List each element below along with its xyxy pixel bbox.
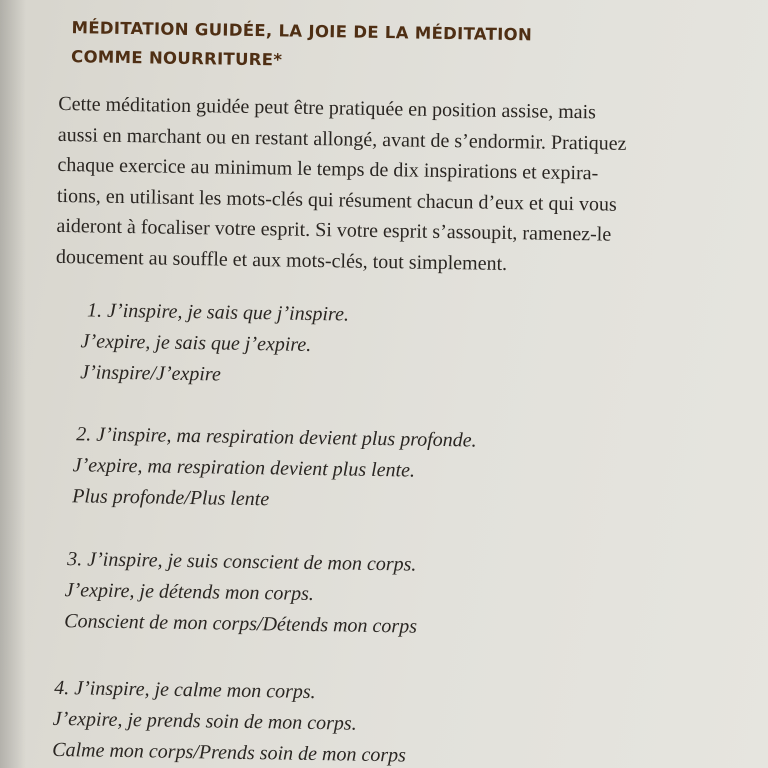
exercise-inhale-line: 4. J’inspire, je calme mon corps. [54,676,316,704]
exercise-inhale-line: 1. J’inspire, je sais que j’inspire. [86,299,350,326]
heading-line-2: COMME NOURRITURE* [70,47,283,70]
exercise-2 [72,419,477,518]
intro-line: tions, en utilisant les mots-clés qui résument chacun d’eux et qui vous [56,184,617,216]
heading-line-1: MÉDITATION GUIDÉE, LA JOIE DE LA MÉDITATION [71,18,533,45]
intro-line: Cette méditation guidée peut être pratiquée en position assise, mais [58,92,597,124]
exercise-exhale-line: J’expire, je sais que j’expire. [80,330,312,356]
exercise-1 [80,295,349,392]
intro-line: aideront à focaliser votre esprit. Si votre esprit s’assoupit, ramenez-le [56,214,612,246]
intro-line: aussi en marchant ou en restant allongé, avant de s’endormir. Pratiquez [57,123,627,155]
intro-line: doucement au souffle et aux mots-clés, tout simplement. [55,245,508,275]
exercise-exhale-line: J’expire, je prends soin de mon corps. [52,707,357,735]
exercise-exhale-line: J’expire, je détends mon corps. [64,579,315,606]
exercise-keywords: Conscient de mon corps/Détends mon corps [64,610,418,638]
exercise-inhale-line: 2. J’inspire, ma respiration devient plus profonde. [76,423,477,452]
intro-line: chaque exercice au minimum le temps de dix inspirations et expira- [57,153,599,185]
exercise-exhale-line: J’expire, ma respiration devient plus lente. [72,454,416,482]
exercise-keywords: J’inspire/J’expire [79,361,222,386]
section-heading [71,13,712,81]
exercise-keywords: Plus profonde/Plus lente [72,485,270,511]
exercise-inhale-line: 3. J’inspire, je suis conscient de mon corps. [67,548,417,576]
exercise-3 [64,544,418,643]
intro-paragraph [56,89,679,282]
exercise-keywords: Calme mon corps/Prends soin de mon corps [52,738,407,767]
exercise-4 [52,673,407,768]
